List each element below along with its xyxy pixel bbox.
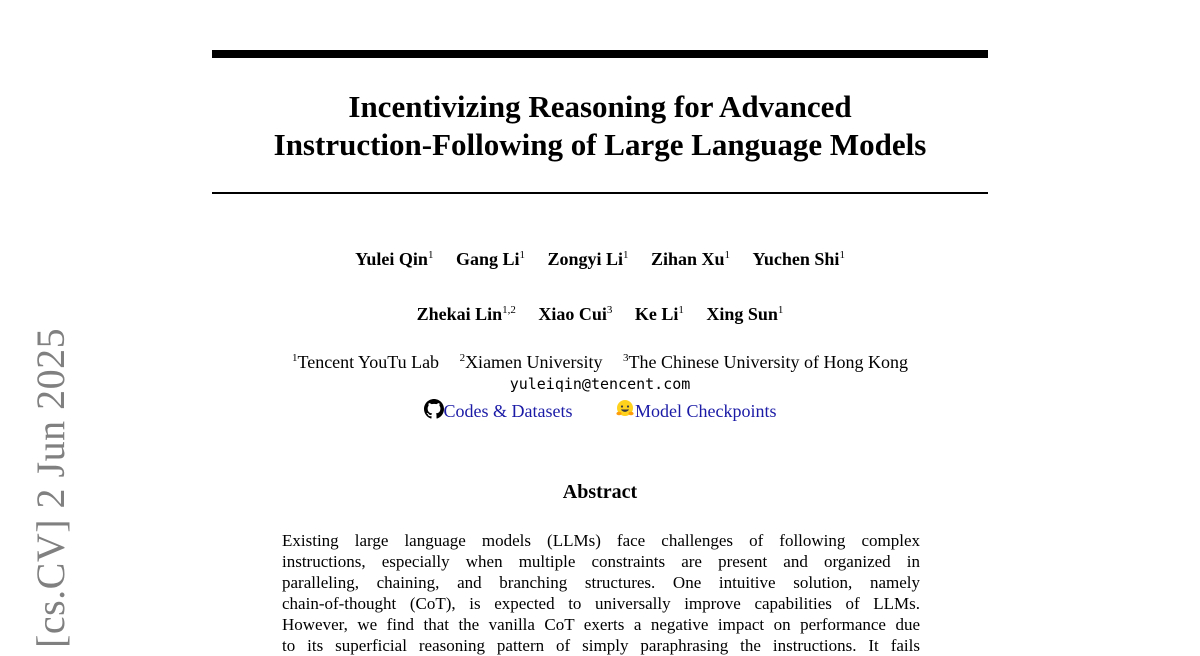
abstract-line: paralleling, chaining, and branching structures. One intuitive solution, namely bbox=[282, 573, 920, 592]
abstract-line: to its superficial reasoning pattern of simply paraphrasing the instructions. It fails bbox=[282, 636, 920, 655]
huggingface-icon bbox=[615, 399, 635, 426]
affiliation: $^3$The Chinese University of Hong Kong bbox=[623, 352, 909, 372]
title-bottom-rule bbox=[212, 192, 988, 194]
model-checkpoints-label: Model Checkpoints bbox=[634, 401, 777, 421]
author: Xiao Cui$^3$ bbox=[538, 304, 613, 324]
author: Zongyi Li$^1$ bbox=[547, 249, 629, 269]
model-checkpoints-link[interactable] bbox=[615, 398, 777, 426]
abstract-line: chain-of-thought (CoT), is expected to universally improve capabilities of LLMs. bbox=[282, 594, 920, 613]
author: Yulei Qin$^1$ bbox=[355, 249, 434, 269]
title-top-rule bbox=[212, 50, 988, 58]
affiliation: $^1$Tencent YouTu Lab bbox=[291, 352, 440, 372]
abstract-text bbox=[282, 530, 920, 656]
paper-title-line-2: Instruction-Following of Large Language Models bbox=[273, 127, 927, 162]
paper-title-line-1: Incentivizing Reasoning for Advanced bbox=[348, 89, 852, 124]
author: Xing Sun$^1$ bbox=[706, 304, 784, 324]
author: Ke Li$^1$ bbox=[634, 304, 684, 324]
author: Zihan Xu$^1$ bbox=[651, 249, 731, 269]
author: Gang Li$^1$ bbox=[455, 249, 525, 269]
authors-row-2 bbox=[212, 303, 988, 325]
github-icon bbox=[424, 399, 444, 426]
abstract-line: instructions, especially when multiple constraints are present and organized in bbox=[282, 552, 920, 571]
codes-datasets-label: Codes & Datasets bbox=[443, 401, 573, 421]
abstract-heading: Abstract bbox=[562, 481, 638, 503]
abstract-line: However, we find that the vanilla CoT exerts a negative impact on performance due bbox=[282, 615, 920, 634]
author: Zhekai Lin$^{1,2}$ bbox=[416, 304, 516, 324]
contact-email[interactable]: yuleiqin@tencent.com bbox=[509, 375, 691, 393]
codes-datasets-link[interactable] bbox=[424, 398, 573, 426]
paper-title bbox=[212, 88, 988, 164]
resource-links bbox=[212, 398, 988, 426]
abstract-line: Existing large language models (LLMs) face challenges of following complex bbox=[282, 531, 920, 550]
arxiv-side-stamp: [cs.CV] 2 Jun 2025 bbox=[28, 327, 73, 648]
authors-row-1 bbox=[212, 248, 988, 270]
affiliations bbox=[212, 351, 988, 373]
author: Yuchen Shi$^1$ bbox=[752, 249, 845, 269]
affiliation: $^2$Xiamen University bbox=[459, 352, 603, 372]
